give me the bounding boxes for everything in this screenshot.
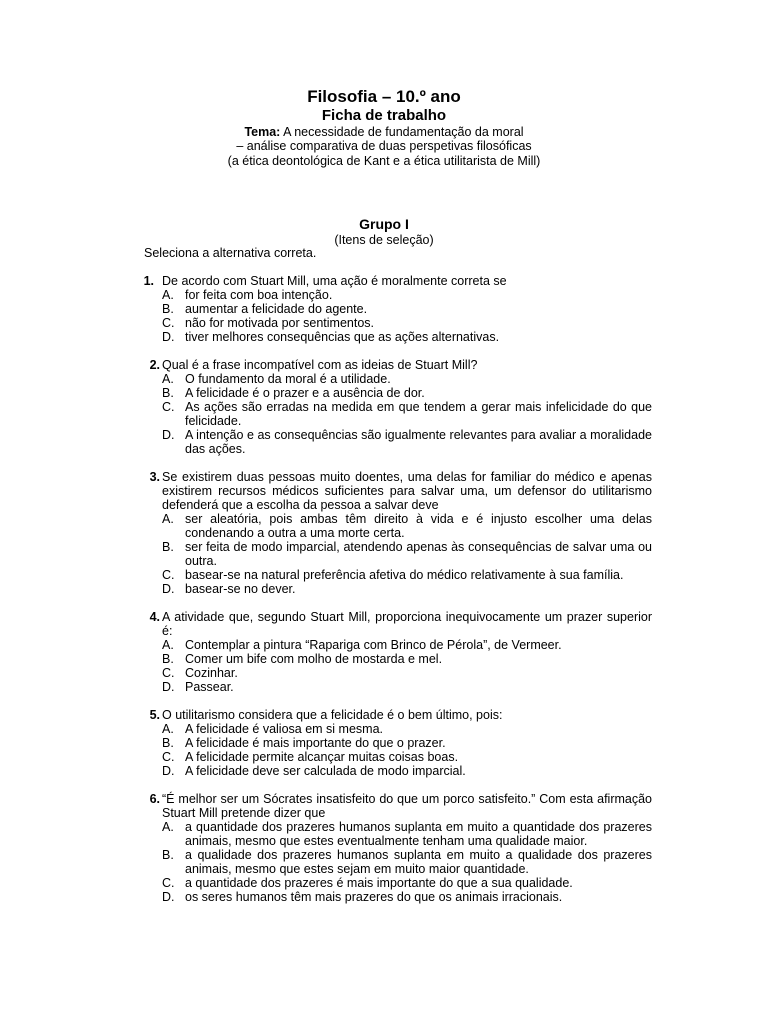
theme-label: Tema: <box>244 125 281 139</box>
option-letter: A. <box>162 820 174 834</box>
option-letter: C. <box>162 400 175 414</box>
option-item <box>162 316 652 330</box>
option-letter: C. <box>162 666 175 680</box>
option-letter: C. <box>162 568 175 582</box>
option-item <box>162 680 652 694</box>
option-item <box>162 890 652 904</box>
theme-line-1 <box>0 125 768 139</box>
option-item <box>162 848 652 876</box>
option-item <box>162 302 652 316</box>
question-item <box>138 358 652 456</box>
option-letter: A. <box>162 512 174 526</box>
question-item <box>138 708 652 778</box>
option-letter: D. <box>162 582 175 596</box>
option-text: não for motivada por sentimentos. <box>185 316 374 330</box>
option-text: As ações são erradas na medida em que tendem a gerar mais infelicidade do que felicidade. <box>185 400 652 428</box>
option-item <box>162 330 652 344</box>
option-list <box>162 512 652 596</box>
option-text: O fundamento da moral é a utilidade. <box>185 372 391 386</box>
question-text: Qual é a frase incompatível com as ideias de Stuart Mill? <box>162 358 478 372</box>
option-item <box>162 288 652 302</box>
document-subtitle: Ficha de trabalho <box>321 107 447 124</box>
option-item <box>162 512 652 540</box>
option-letter: A. <box>162 288 174 302</box>
option-list <box>162 820 652 904</box>
document-header <box>0 86 768 168</box>
option-list <box>162 288 652 344</box>
question-number: 6. <box>149 792 160 806</box>
option-item <box>162 428 652 456</box>
question-number: 4. <box>149 610 160 624</box>
option-text: basear-se no dever. <box>185 582 296 596</box>
option-text: a quantidade dos prazeres é mais importante do que a sua qualidade. <box>185 876 573 890</box>
option-text: Passear. <box>185 680 234 694</box>
option-list <box>162 372 652 456</box>
option-text: A intenção e as consequências são igualmente relevantes para avaliar a moralidade das ações. <box>185 428 652 456</box>
option-item <box>162 540 652 568</box>
option-item <box>162 582 652 596</box>
group-subtitle: (Itens de seleção) <box>334 233 434 247</box>
group-heading <box>0 216 768 248</box>
option-letter: B. <box>162 386 174 400</box>
option-item <box>162 764 652 778</box>
option-letter: B. <box>162 302 174 316</box>
option-letter: B. <box>162 736 174 750</box>
question-item <box>138 610 652 694</box>
instruction-text: Seleciona a alternativa correta. <box>144 246 317 260</box>
option-text: os seres humanos têm mais prazeres do que os animais irracionais. <box>185 890 563 904</box>
question-item <box>138 470 652 596</box>
option-list <box>162 722 652 778</box>
option-text: A felicidade é valiosa em si mesma. <box>185 722 384 736</box>
option-letter: D. <box>162 764 175 778</box>
document-title: Filosofia – 10.º ano <box>307 87 461 106</box>
option-item <box>162 876 652 890</box>
option-text: for feita com boa intenção. <box>185 288 333 302</box>
question-item <box>138 792 652 904</box>
option-letter: D. <box>162 890 175 904</box>
option-item <box>162 820 652 848</box>
group-title: Grupo I <box>359 216 409 232</box>
option-text: A felicidade deve ser calculada de modo imparcial. <box>185 764 466 778</box>
question-text: “É melhor ser um Sócrates insatisfeito do que um porco satisfeito.” Com esta afirmação Stuart Mill pretende dizer que <box>162 792 652 820</box>
option-item <box>162 666 652 680</box>
option-item <box>162 722 652 736</box>
question-number: 5. <box>149 708 160 722</box>
option-text: tiver melhores consequências que as ações alternativas. <box>185 330 500 344</box>
option-letter: B. <box>162 848 174 862</box>
option-letter: C. <box>162 876 175 890</box>
question-text: Se existirem duas pessoas muito doentes, uma delas for familiar do médico e apenas existirem recursos médicos suficientes para salvar uma, um defensor do utilitarismo defenderá que a escolha da pessoa a salvar deve <box>162 470 652 512</box>
option-letter: C. <box>162 316 175 330</box>
option-text: a quantidade dos prazeres humanos suplanta em muito a quantidade dos prazeres animais, mesmo que estes eventualmente tenham uma qualidade maior. <box>185 820 652 848</box>
theme-text: A necessidade de fundamentação da moral <box>280 125 524 139</box>
question-item <box>138 274 652 344</box>
option-letter: A. <box>162 372 174 386</box>
theme-line-2: – análise comparativa de duas perspetivas filosóficas <box>236 139 532 154</box>
option-item <box>162 652 652 666</box>
option-letter: B. <box>162 540 174 554</box>
theme-line-3: (a ética deontológica de Kant e a ética utilitarista de Mill) <box>227 153 541 168</box>
option-item <box>162 568 652 582</box>
option-item <box>162 638 652 652</box>
option-letter: D. <box>162 680 175 694</box>
question-number: 2. <box>149 358 160 372</box>
option-letter: B. <box>162 652 174 666</box>
option-letter: C. <box>162 750 175 764</box>
question-text: A atividade que, segundo Stuart Mill, proporciona inequivocamente um prazer superior é: <box>162 610 652 638</box>
option-item <box>162 400 652 428</box>
option-text: ser feita de modo imparcial, atendendo apenas às consequências de salvar uma ou outra. <box>185 540 652 568</box>
option-letter: A. <box>162 638 174 652</box>
option-letter: A. <box>162 722 174 736</box>
option-item <box>162 386 652 400</box>
option-item <box>162 372 652 386</box>
option-text: Cozinhar. <box>185 666 238 680</box>
option-text: A felicidade é mais importante do que o prazer. <box>185 736 446 750</box>
option-item <box>162 750 652 764</box>
option-text: A felicidade permite alcançar muitas coisas boas. <box>185 750 459 764</box>
question-text: De acordo com Stuart Mill, uma ação é moralmente correta se <box>162 274 507 288</box>
question-list <box>138 274 652 918</box>
option-item <box>162 736 652 750</box>
question-number: 3. <box>149 470 160 484</box>
option-text: ser aleatória, pois ambas têm direito à vida e é injusto escolher uma delas condenando a outra a uma morte certa. <box>185 512 652 540</box>
option-text: basear-se na natural preferência afetiva do médico relativamente à sua família. <box>185 568 624 582</box>
option-text: aumentar a felicidade do agente. <box>185 302 368 316</box>
option-text: Contemplar a pintura “Rapariga com Brinco de Pérola”, de Vermeer. <box>185 638 562 652</box>
option-text: Comer um bife com molho de mostarda e mel. <box>185 652 443 666</box>
option-letter: D. <box>162 330 175 344</box>
option-list <box>162 638 652 694</box>
question-number: 1. <box>143 274 154 288</box>
option-text: a qualidade dos prazeres humanos suplanta em muito a qualidade dos prazeres animais, mesmo que estes sejam em muito maior quantidade. <box>185 848 652 876</box>
option-letter: D. <box>162 428 175 442</box>
question-text: O utilitarismo considera que a felicidade é o bem último, pois: <box>162 708 503 722</box>
option-text: A felicidade é o prazer e a ausência de dor. <box>185 386 425 400</box>
